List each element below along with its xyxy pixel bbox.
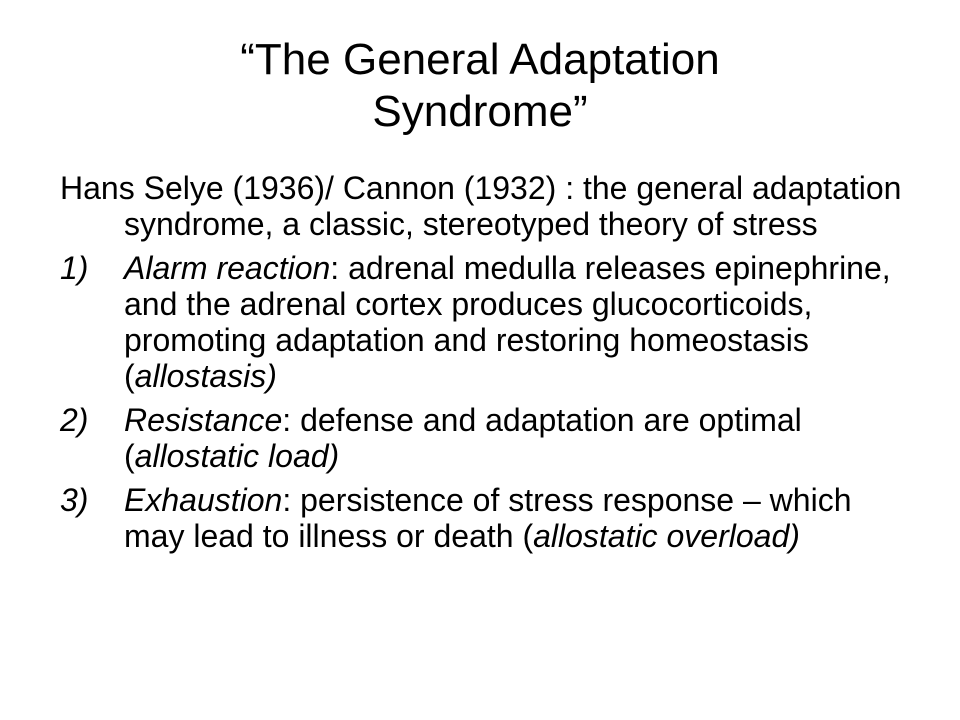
list-item-exhaustion [60,482,920,554]
list-term: Resistance [124,402,283,438]
list-italic-note: allostasis) [134,358,277,394]
list-number: 3) [60,482,89,518]
list-description: : adrenal medulla releases epinephrine, and the adrenal cortex produces glucocorticoids, promoting adaptation and restoring homeostasis ( [124,250,891,394]
slide-body [60,170,920,562]
list-description: : defense and adaptation are optimal ( [124,402,802,474]
list-number: 2) [60,402,89,438]
slide-title [96,34,864,138]
list-italic-note: allostatic load) [134,438,340,474]
list-description: : persistence of stress response – which may lead to illness or death ( [124,482,852,554]
title-line-1: “The General Adaptation [240,35,720,84]
title-line-2: Syndrome” [372,87,588,136]
intro-paragraph: Hans Selye (1936)/ Cannon (1932) : the general adaptation syndrome, a classic, stereotyped theory of stress [60,170,902,242]
list-number: 1) [60,250,89,286]
list-italic-note: allostatic overload) [533,518,800,554]
list-item-resistance [60,402,920,474]
list-text [124,482,920,554]
list-text [124,250,920,394]
list-item-alarm [60,250,920,394]
list-term: Exhaustion [124,482,283,518]
list-term: Alarm reaction [124,250,331,286]
list-text [124,402,920,474]
